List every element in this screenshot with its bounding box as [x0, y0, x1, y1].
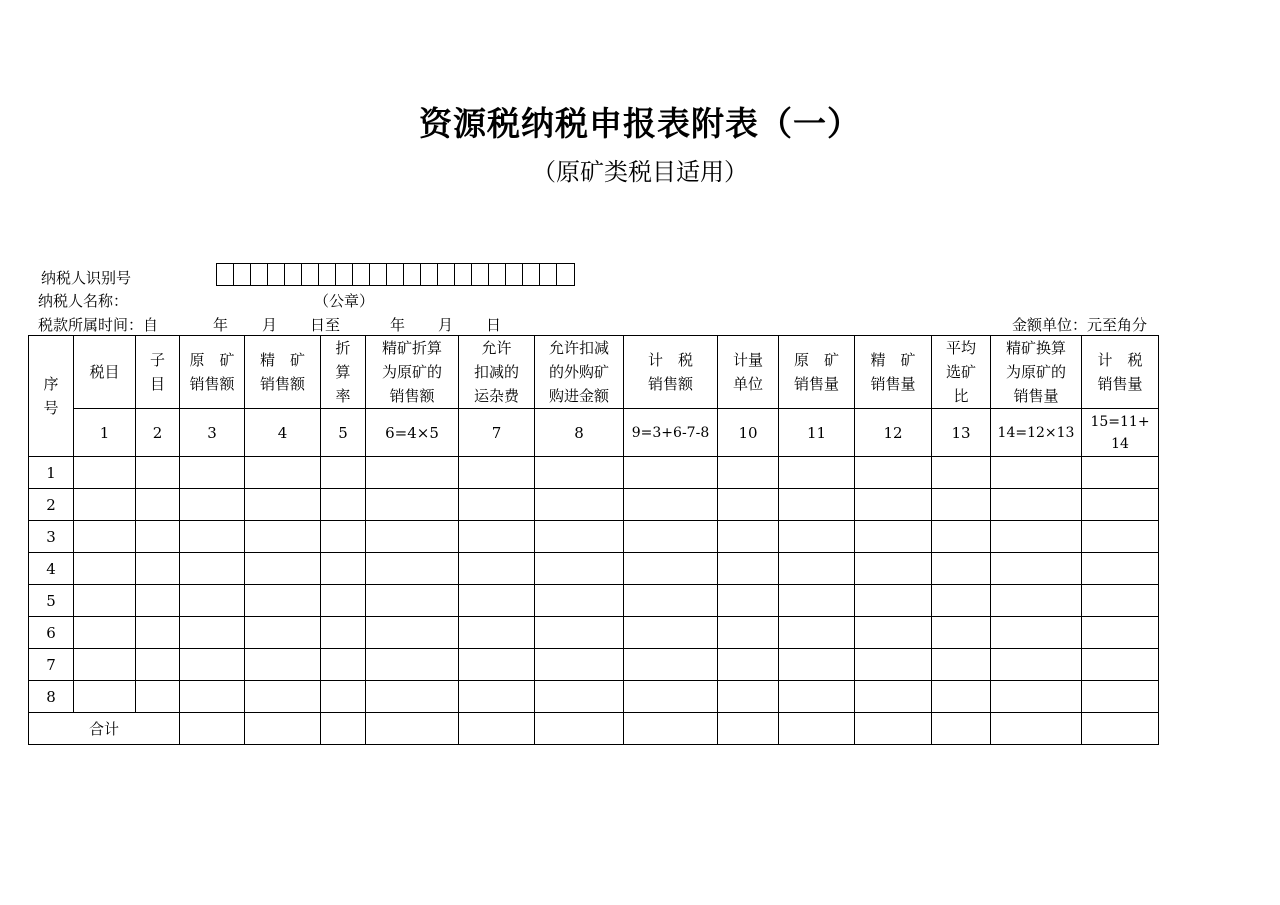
total-entry-cell[interactable]	[718, 713, 779, 745]
entry-cell[interactable]	[74, 617, 136, 649]
entry-cell[interactable]	[1082, 585, 1159, 617]
tin-char-box[interactable]	[217, 264, 234, 285]
entry-cell[interactable]	[459, 489, 535, 521]
period-year-1: 年	[213, 316, 229, 334]
taxpayer-name-label: 纳税人名称：	[38, 292, 129, 310]
tin-char-box[interactable]	[285, 264, 302, 285]
tin-char-box[interactable]	[319, 264, 336, 285]
col-conc-to-raw-sales-header: 精矿折算 为原矿的 销售额	[366, 336, 459, 409]
entry-cell[interactable]	[624, 617, 718, 649]
entry-cell[interactable]	[180, 585, 245, 617]
row-seq-cell: 8	[29, 681, 74, 713]
column-number-cell: 14=12×13	[991, 409, 1082, 457]
entry-cell[interactable]	[991, 649, 1082, 681]
entry-cell[interactable]	[624, 681, 718, 713]
entry-cell[interactable]	[855, 649, 932, 681]
entry-cell[interactable]	[1082, 681, 1159, 713]
row-seq-cell: 6	[29, 617, 74, 649]
tin-char-box[interactable]	[489, 264, 506, 285]
entry-cell[interactable]	[136, 457, 180, 489]
col-purchased-ore-header: 允许扣减 的外购矿 购进金额	[535, 336, 624, 409]
entry-cell[interactable]	[136, 681, 180, 713]
entry-cell[interactable]	[459, 681, 535, 713]
col-raw-volume-header: 原 矿 销售量	[779, 336, 855, 409]
table-row	[29, 585, 1159, 617]
total-entry-cell[interactable]	[855, 713, 932, 745]
entry-cell[interactable]	[718, 617, 779, 649]
entry-cell[interactable]	[366, 489, 459, 521]
total-label: 合计	[29, 713, 180, 745]
tin-char-box[interactable]	[557, 264, 574, 285]
total-entry-cell[interactable]	[245, 713, 321, 745]
col-taxable-volume-header: 计 税 销售量	[1082, 336, 1159, 409]
table-row	[29, 617, 1159, 649]
entry-cell[interactable]	[180, 457, 245, 489]
table-row	[29, 681, 1159, 713]
entry-cell[interactable]	[718, 681, 779, 713]
entry-cell[interactable]	[779, 553, 855, 585]
column-number-cell: 4	[245, 409, 321, 457]
entry-cell[interactable]	[245, 521, 321, 553]
entry-cell[interactable]	[366, 553, 459, 585]
col-raw-sales-header: 原 矿 销售额	[180, 336, 245, 409]
entry-cell[interactable]	[779, 617, 855, 649]
entry-cell[interactable]	[245, 617, 321, 649]
entry-cell[interactable]	[180, 489, 245, 521]
total-entry-cell[interactable]	[624, 713, 718, 745]
entry-cell[interactable]	[136, 585, 180, 617]
entry-cell[interactable]	[1082, 617, 1159, 649]
column-number-cell: 6=4×5	[366, 409, 459, 457]
entry-cell[interactable]	[932, 457, 991, 489]
column-number-cell: 7	[459, 409, 535, 457]
entry-cell[interactable]	[535, 457, 624, 489]
column-number-cell: 1	[74, 409, 136, 457]
entry-cell[interactable]	[932, 585, 991, 617]
tin-char-box[interactable]	[251, 264, 268, 285]
entry-cell[interactable]	[1082, 649, 1159, 681]
entry-cell[interactable]	[932, 521, 991, 553]
col-conversion-rate-header: 折 算 率	[321, 336, 366, 409]
entry-cell[interactable]	[74, 553, 136, 585]
table-row	[29, 649, 1159, 681]
entry-cell[interactable]	[245, 489, 321, 521]
tin-input-boxes[interactable]	[216, 263, 575, 286]
entry-cell[interactable]	[624, 585, 718, 617]
page-title: 资源税纳税申报表附表（一）	[419, 104, 861, 143]
entry-cell[interactable]	[459, 617, 535, 649]
period-day-to: 日至	[310, 316, 341, 334]
tin-char-box[interactable]	[472, 264, 489, 285]
entry-cell[interactable]	[136, 617, 180, 649]
tin-char-box[interactable]	[540, 264, 557, 285]
entry-cell[interactable]	[366, 649, 459, 681]
entry-cell[interactable]	[991, 457, 1082, 489]
tin-char-box[interactable]	[421, 264, 438, 285]
entry-cell[interactable]	[459, 521, 535, 553]
col-tax-item-header: 税目	[74, 336, 136, 409]
entry-cell[interactable]	[74, 457, 136, 489]
entry-cell[interactable]	[459, 553, 535, 585]
entry-cell[interactable]	[245, 457, 321, 489]
tin-char-box[interactable]	[353, 264, 370, 285]
tin-char-box[interactable]	[506, 264, 523, 285]
col-sub-item-header: 子 目	[136, 336, 180, 409]
entry-cell[interactable]	[855, 457, 932, 489]
entry-cell[interactable]	[180, 521, 245, 553]
entry-cell[interactable]	[321, 585, 366, 617]
total-entry-cell[interactable]	[779, 713, 855, 745]
row-seq-cell: 2	[29, 489, 74, 521]
entry-cell[interactable]	[779, 521, 855, 553]
entry-cell[interactable]	[535, 553, 624, 585]
entry-cell[interactable]	[321, 521, 366, 553]
entry-cell[interactable]	[1082, 521, 1159, 553]
row-seq-cell: 1	[29, 457, 74, 489]
entry-cell[interactable]	[855, 585, 932, 617]
total-entry-cell[interactable]	[535, 713, 624, 745]
entry-cell[interactable]	[321, 649, 366, 681]
tin-char-box[interactable]	[438, 264, 455, 285]
col-conc-volume-header: 精 矿 销售量	[855, 336, 932, 409]
entry-cell[interactable]	[624, 457, 718, 489]
tin-char-box[interactable]	[455, 264, 472, 285]
entry-cell[interactable]	[855, 489, 932, 521]
column-number-cell: 9=3+6-7-8	[624, 409, 718, 457]
entry-cell[interactable]	[718, 585, 779, 617]
entry-cell[interactable]	[779, 489, 855, 521]
total-entry-cell[interactable]	[932, 713, 991, 745]
tin-char-box[interactable]	[268, 264, 285, 285]
total-entry-cell[interactable]	[991, 713, 1082, 745]
table-row	[29, 457, 1159, 489]
column-number-cell: 8	[535, 409, 624, 457]
table-row	[29, 489, 1159, 521]
total-entry-cell[interactable]	[366, 713, 459, 745]
entry-cell[interactable]	[136, 521, 180, 553]
entry-cell[interactable]	[366, 585, 459, 617]
entry-cell[interactable]	[321, 489, 366, 521]
col-conc-sales-header: 精 矿 销售额	[245, 336, 321, 409]
entry-cell[interactable]	[136, 489, 180, 521]
entry-cell[interactable]	[932, 489, 991, 521]
entry-cell[interactable]	[535, 585, 624, 617]
entry-cell[interactable]	[991, 489, 1082, 521]
entry-cell[interactable]	[855, 521, 932, 553]
total-entry-cell[interactable]	[321, 713, 366, 745]
col-seq-header: 序 号	[29, 336, 74, 457]
entry-cell[interactable]	[932, 553, 991, 585]
entry-cell[interactable]	[535, 489, 624, 521]
entry-cell[interactable]	[932, 681, 991, 713]
entry-cell[interactable]	[180, 681, 245, 713]
entry-cell[interactable]	[74, 681, 136, 713]
total-entry-cell[interactable]	[1082, 713, 1159, 745]
column-number-cell: 13	[932, 409, 991, 457]
entry-cell[interactable]	[180, 553, 245, 585]
entry-cell[interactable]	[624, 521, 718, 553]
entry-cell[interactable]	[991, 585, 1082, 617]
currency-unit: 金额单位：元至角分	[1012, 316, 1148, 334]
entry-cell[interactable]	[74, 649, 136, 681]
entry-cell[interactable]	[779, 585, 855, 617]
entry-cell[interactable]	[624, 649, 718, 681]
entry-cell[interactable]	[855, 553, 932, 585]
period-day-2: 日	[486, 316, 502, 334]
period-year-2: 年	[390, 316, 406, 334]
entry-cell[interactable]	[366, 521, 459, 553]
tin-char-box[interactable]	[302, 264, 319, 285]
row-seq-cell: 4	[29, 553, 74, 585]
period-month-1: 月	[262, 316, 278, 334]
col-taxable-sales-header: 计 税 销售额	[624, 336, 718, 409]
entry-cell[interactable]	[136, 553, 180, 585]
entry-cell[interactable]	[779, 457, 855, 489]
entry-cell[interactable]	[459, 585, 535, 617]
entry-cell[interactable]	[535, 649, 624, 681]
column-number-cell: 2	[136, 409, 180, 457]
entry-cell[interactable]	[991, 553, 1082, 585]
column-number-cell: 5	[321, 409, 366, 457]
entry-cell[interactable]	[855, 617, 932, 649]
entry-cell[interactable]	[932, 617, 991, 649]
entry-cell[interactable]	[624, 489, 718, 521]
col-conc-to-raw-volume-header: 精矿换算 为原矿的 销售量	[991, 336, 1082, 409]
entry-cell[interactable]	[245, 649, 321, 681]
entry-cell[interactable]	[535, 617, 624, 649]
col-unit-header: 计量 单位	[718, 336, 779, 409]
total-entry-cell[interactable]	[180, 713, 245, 745]
entry-cell[interactable]	[459, 457, 535, 489]
total-entry-cell[interactable]	[459, 713, 535, 745]
entry-cell[interactable]	[1082, 553, 1159, 585]
entry-cell[interactable]	[366, 617, 459, 649]
row-seq-cell: 7	[29, 649, 74, 681]
entry-cell[interactable]	[366, 457, 459, 489]
entry-cell[interactable]	[321, 553, 366, 585]
row-seq-cell: 3	[29, 521, 74, 553]
entry-cell[interactable]	[855, 681, 932, 713]
entry-cell[interactable]	[366, 681, 459, 713]
page-subtitle: （原矿类税目适用）	[532, 158, 748, 186]
column-number-cell: 11	[779, 409, 855, 457]
entry-cell[interactable]	[74, 521, 136, 553]
entry-cell[interactable]	[535, 521, 624, 553]
tin-char-box[interactable]	[234, 264, 251, 285]
tin-char-box[interactable]	[387, 264, 404, 285]
entry-cell[interactable]	[535, 681, 624, 713]
entry-cell[interactable]	[991, 681, 1082, 713]
col-freight-header: 允许 扣减的 运杂费	[459, 336, 535, 409]
column-number-cell: 12	[855, 409, 932, 457]
entry-cell[interactable]	[624, 553, 718, 585]
entry-cell[interactable]	[321, 457, 366, 489]
return-table	[28, 335, 1159, 745]
entry-cell[interactable]	[321, 681, 366, 713]
table-row	[29, 521, 1159, 553]
entry-cell[interactable]	[245, 585, 321, 617]
entry-cell[interactable]	[1082, 457, 1159, 489]
entry-cell[interactable]	[180, 617, 245, 649]
period-label: 税款所属时间：自	[38, 316, 159, 334]
entry-cell[interactable]	[74, 489, 136, 521]
tin-char-box[interactable]	[370, 264, 387, 285]
entry-cell[interactable]	[245, 681, 321, 713]
entry-cell[interactable]	[718, 457, 779, 489]
col-avg-ratio-header: 平均 选矿 比	[932, 336, 991, 409]
entry-cell[interactable]	[459, 649, 535, 681]
column-number-row	[29, 409, 1159, 457]
table-row	[29, 553, 1159, 585]
seal-label: （公章）	[314, 292, 375, 310]
entry-cell[interactable]	[245, 553, 321, 585]
entry-cell[interactable]	[718, 489, 779, 521]
entry-cell[interactable]	[718, 521, 779, 553]
entry-cell[interactable]	[991, 521, 1082, 553]
entry-cell[interactable]	[991, 617, 1082, 649]
entry-cell[interactable]	[718, 553, 779, 585]
entry-cell[interactable]	[180, 649, 245, 681]
tin-char-box[interactable]	[523, 264, 540, 285]
entry-cell[interactable]	[321, 617, 366, 649]
column-number-cell: 10	[718, 409, 779, 457]
entry-cell[interactable]	[1082, 489, 1159, 521]
entry-cell[interactable]	[932, 649, 991, 681]
tin-char-box[interactable]	[404, 264, 421, 285]
entry-cell[interactable]	[779, 649, 855, 681]
entry-cell[interactable]	[136, 649, 180, 681]
total-row	[29, 713, 1159, 745]
entry-cell[interactable]	[718, 649, 779, 681]
entry-cell[interactable]	[74, 585, 136, 617]
tin-char-box[interactable]	[336, 264, 353, 285]
column-number-cell: 3	[180, 409, 245, 457]
tin-label: 纳税人识别号	[41, 269, 132, 287]
period-month-2: 月	[438, 316, 454, 334]
entry-cell[interactable]	[779, 681, 855, 713]
column-number-cell: 15=11+ 14	[1082, 409, 1159, 457]
row-seq-cell: 5	[29, 585, 74, 617]
